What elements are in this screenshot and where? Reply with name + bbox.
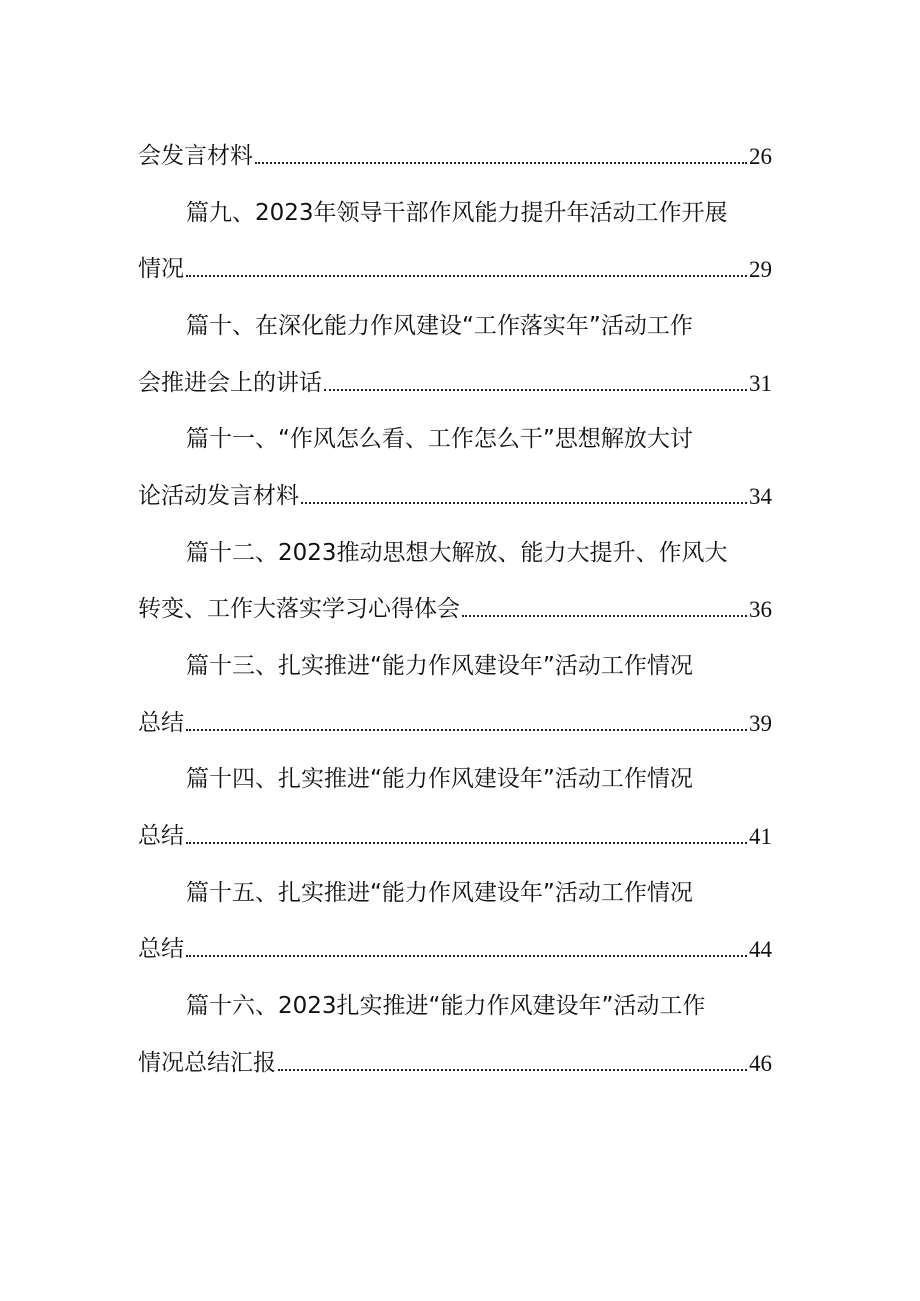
toc-entry-text: 总结 (138, 823, 184, 850)
toc-entry-title: 篇十五、扎实推进“能力作风建设年”活动工作情况 (186, 879, 693, 906)
toc-entry-9-last-line[interactable] (138, 241, 772, 298)
dot-leader (186, 274, 747, 277)
toc-entry-text: 情况总结汇报 (138, 1049, 276, 1076)
toc-entry-15-first-line[interactable] (138, 865, 772, 922)
toc-entry-13-last-line[interactable] (138, 695, 772, 752)
toc-entry-10-last-line[interactable] (138, 355, 772, 412)
toc-entry-text: 转变、工作大落实学习心得体会 (138, 596, 460, 623)
toc-entry-text: 论活动发言材料 (138, 482, 299, 509)
dot-leader (186, 954, 747, 957)
dot-leader (186, 841, 747, 844)
toc-entry-title: 篇九、2023年领导干部作风能力提升年活动工作开展 (186, 199, 728, 226)
toc-entry-text: 会发言材料 (138, 142, 253, 169)
toc-page-number: 36 (749, 597, 772, 623)
toc-entry-11-first-line[interactable] (138, 411, 772, 468)
dot-leader (255, 161, 747, 164)
dot-leader (186, 728, 747, 731)
dot-leader (301, 501, 747, 504)
toc-page-number: 26 (749, 143, 772, 169)
toc-page-number: 34 (749, 483, 772, 509)
toc-entry-13-first-line[interactable] (138, 638, 772, 695)
toc-page-number: 41 (749, 824, 772, 850)
toc-entry-10-first-line[interactable] (138, 298, 772, 355)
toc-page-number: 31 (749, 370, 772, 396)
dot-leader (462, 614, 747, 617)
toc-entry-title: 篇十三、扎实推进“能力作风建设年”活动工作情况 (186, 653, 693, 680)
toc-entry-title: 篇十四、扎实推进“能力作风建设年”活动工作情况 (186, 766, 693, 793)
toc-entry-text: 总结 (138, 709, 184, 736)
toc-entry-8-last-line[interactable] (138, 128, 772, 185)
toc-entry-11-last-line[interactable] (138, 468, 772, 525)
toc-entry-title: 篇十六、2023扎实推进“能力作风建设年”活动工作 (186, 993, 706, 1020)
toc-entry-9-first-line[interactable] (138, 185, 772, 242)
toc-page-number: 29 (749, 257, 772, 283)
toc-entry-16-last-line[interactable] (138, 1035, 772, 1092)
toc-entry-12-first-line[interactable] (138, 525, 772, 582)
toc-entry-15-last-line[interactable] (138, 922, 772, 979)
toc-entry-text: 情况 (138, 256, 184, 283)
toc-entry-14-last-line[interactable] (138, 808, 772, 865)
toc-entry-title: 篇十一、“作风怎么看、工作怎么干”思想解放大讨 (186, 426, 693, 453)
dot-leader (278, 1068, 747, 1071)
toc-page-number: 44 (749, 937, 772, 963)
toc-entry-title: 篇十二、2023推动思想大解放、能力大提升、作风大 (186, 539, 728, 566)
toc-page-number: 39 (749, 710, 772, 736)
toc-entry-text: 总结 (138, 936, 184, 963)
toc-entry-text: 会推进会上的讲话 (138, 369, 322, 396)
toc-entry-12-last-line[interactable] (138, 582, 772, 639)
toc-entry-title: 篇十、在深化能力作风建设“工作落实年”活动工作 (186, 312, 693, 339)
toc-page-number: 46 (749, 1050, 772, 1076)
dot-leader (324, 388, 747, 391)
toc-entry-14-first-line[interactable] (138, 752, 772, 809)
toc-entry-16-first-line[interactable] (138, 978, 772, 1035)
table-of-contents (138, 128, 772, 1092)
